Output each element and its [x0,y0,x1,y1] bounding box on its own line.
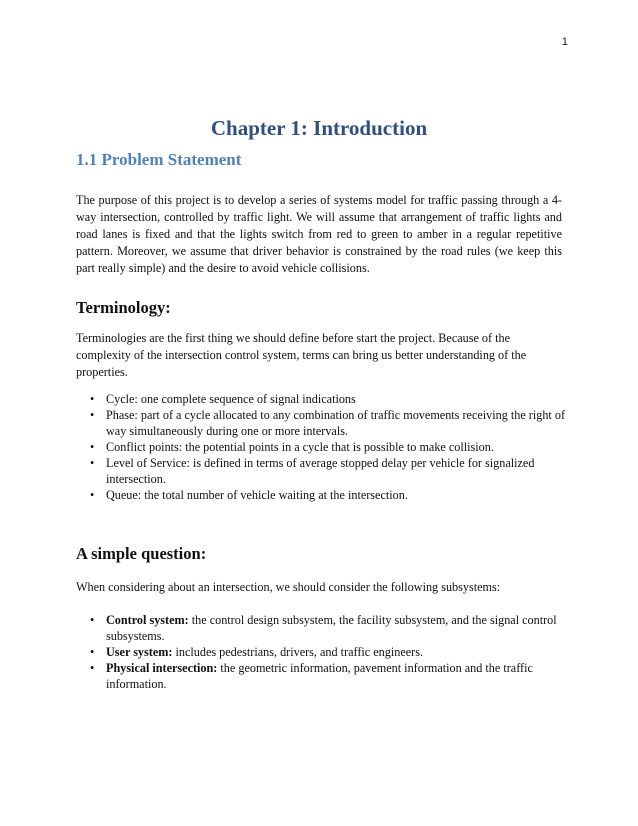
list-item-text: includes pedestrians, drivers, and traffic engineers. [172,645,423,659]
list-item-text: Queue: the total number of vehicle waiting at the intersection. [106,488,408,502]
bullet-icon: • [90,392,95,406]
list-item [90,660,566,692]
list-item [90,644,566,660]
terminology-heading: Terminology: [76,298,171,317]
chapter-title: Chapter 1: Introduction [210,116,428,140]
list-item [90,439,566,455]
bullet-icon: • [90,613,95,627]
bullet-icon: • [90,408,95,422]
list-item-text: Conflict points: the potential points in a cycle that is possible to make collision. [106,440,494,454]
bullet-icon: • [90,456,95,470]
problem-statement-paragraph: The purpose of this project is to develop a series of systems model for traffic passing through a 4-way intersection, controlled by traffic light. We will assume that arrangement of traffic lights and road lanes is fixed and that the lights switch from red to green to amber in a regular repetitive pattern. Moreover, we assume that driver behavior is constrained by the road rules (we keep this part really simple) and the desire to avoid vehicle collisions. [76,193,562,275]
list-item-text: the geometric information, pavement information and the traffic information. [106,661,533,691]
list-item-lead: Control system: [106,613,189,627]
bullet-icon: • [90,440,95,454]
list-item-lead: User system: [106,645,173,659]
terminology-intro: Terminologies are the first thing we should define before start the project. Because of the complexity of the intersection control system, terms can bring us better understanding of the properties. [76,331,527,379]
list-item [90,407,566,439]
list-item-text: Level of Service: is defined in terms of average stopped delay per vehicle for signalized intersection. [106,456,535,486]
bullet-icon: • [90,661,95,675]
section-title: 1.1 Problem Statement [76,150,242,169]
list-item-text: the control design subsystem, the facility subsystem, and the signal control subsystems. [106,613,557,643]
bullet-icon: • [90,645,95,659]
list-item [90,612,566,644]
list-item-text: Cycle: one complete sequence of signal indications [106,392,356,406]
list-item [90,391,566,407]
simple-question-intro: When considering about an intersection, we should consider the following subsystems: [76,580,501,594]
terminology-list [76,391,566,503]
page-number: 1 [561,36,568,48]
list-item-text: Phase: part of a cycle allocated to any combination of traffic movements receiving the right of way simultaneously during one or more intervals. [106,408,566,438]
bullet-icon: • [90,488,95,502]
list-item [90,487,566,503]
simple-question-heading: A simple question: [76,544,207,563]
list-item [90,455,566,487]
list-item-lead: Physical intersection: [106,661,218,675]
document-body [76,114,566,692]
subsystems-list [76,612,562,692]
